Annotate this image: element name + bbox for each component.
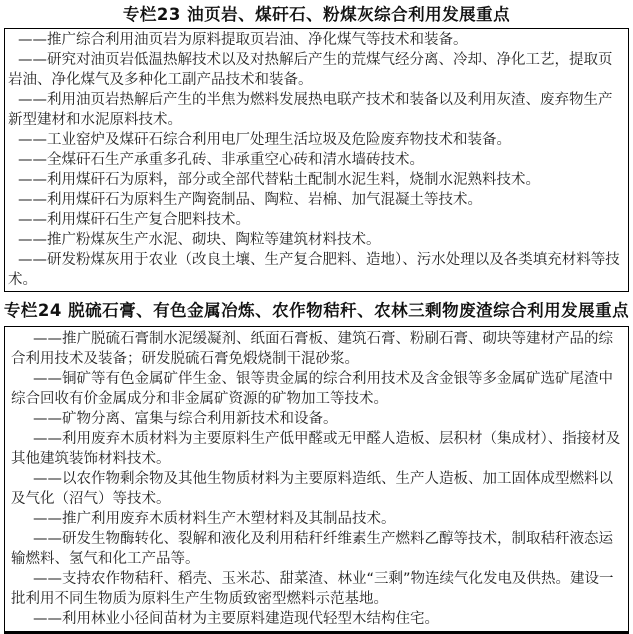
- list-item: ——支持农作物秸秆、稻壳、玉米芯、甜菜渣、林业“三剩”物连续气化发电及供热。建设一批利用不同生物质为原料生产生物质致密型燃料示范基地。: [11, 571, 614, 607]
- list-item: ——铜矿等有色金属矿伴生金、银等贵金属的综合利用技术及含金银等多金属矿选矿尾渣中综合回收有价金属成分和非金属矿资源的矿物加工等技术。: [11, 371, 613, 407]
- list-item: ——推广脱硫石膏制水泥缓凝剂、纸面石膏板、建筑石膏、粉刷石膏、砌块等建材产品的综合利用技术及装备；研发脱硫石膏免煅烧制干混砂浆。: [11, 331, 613, 367]
- list-item: ——研发粉煤灰用于农业（改良土壤、生产复合肥料、造地）、污水处理以及各类填充材料等技术。: [8, 252, 620, 288]
- section-23-box: [4, 28, 629, 292]
- list-item: ——利用油页岩热解后产生的半焦为燃料发展热电联产技术和装备以及利用灰渣、废弃物生产新型建材和水泥原料技术。: [8, 92, 613, 128]
- list-item: ——利用废弃木质材料为主要原料生产低甲醛或无甲醛人造板、层积材（集成材）、指接材及其他建筑装饰材料技术。: [11, 431, 621, 467]
- list-item: ——以农作物剩余物及其他生物质材料为主要原料造纸、生产人造板、加工固体成型燃料以及气化（沼气）等技术。: [11, 471, 613, 507]
- list-item: ——利用煤矸石为原料生产陶瓷制品、陶粒、岩棉、加气混凝土等技术。: [18, 192, 482, 208]
- list-item: ——工业窑炉及煤矸石综合利用电厂处理生活垃圾及危险废弃物技术和装备。: [18, 132, 511, 148]
- list-item: ——推广综合利用油页岩为原料提取页岩油、净化煤气等技术和装备。: [18, 32, 468, 48]
- list-item: ——利用煤矸石生产复合肥料技术。: [18, 212, 250, 228]
- list-item: ——利用煤矸石为原料，部分或全部代替粘土配制水泥生料，烧制水泥熟料技术。: [18, 172, 540, 188]
- list-item: ——推广粉煤灰生产水泥、砌块、陶粒等建筑材料技术。: [18, 232, 381, 248]
- list-item: ——利用林业小径间苗材为主要原料建造现代轻型木结构住宅。: [33, 611, 439, 627]
- list-item: ——研究对油页岩低温热解技术以及对热解后产生的荒煤气经分离、冷却、净化工艺，提取页岩油、净化煤气及多种化工副产品技术和装备。: [8, 52, 613, 88]
- section-24-title: 专栏24 脱硫石膏、有色金属冶炼、农作物秸秆、农林三剩物废渣综合利用发展重点: [3, 301, 630, 320]
- section-23-title: 专栏23 油页岩、煤矸石、粉煤灰综合利用发展重点: [122, 5, 511, 24]
- list-item: ——矿物分离、富集与综合利用新技术和设备。: [33, 411, 338, 427]
- list-item: ——研发生物酶转化、裂解和液化及利用秸秆纤维素生产燃料乙醇等技术，制取秸秆液态运输燃料、氢气和化工产品等。: [11, 531, 613, 567]
- list-item: ——推广利用废弃木质材料生产木塑材料及其制品技术。: [33, 511, 396, 527]
- section-24-box: [4, 326, 629, 634]
- list-item: ——全煤矸石生产承重多孔砖、非承重空心砖和清水墙砖技术。: [18, 152, 424, 168]
